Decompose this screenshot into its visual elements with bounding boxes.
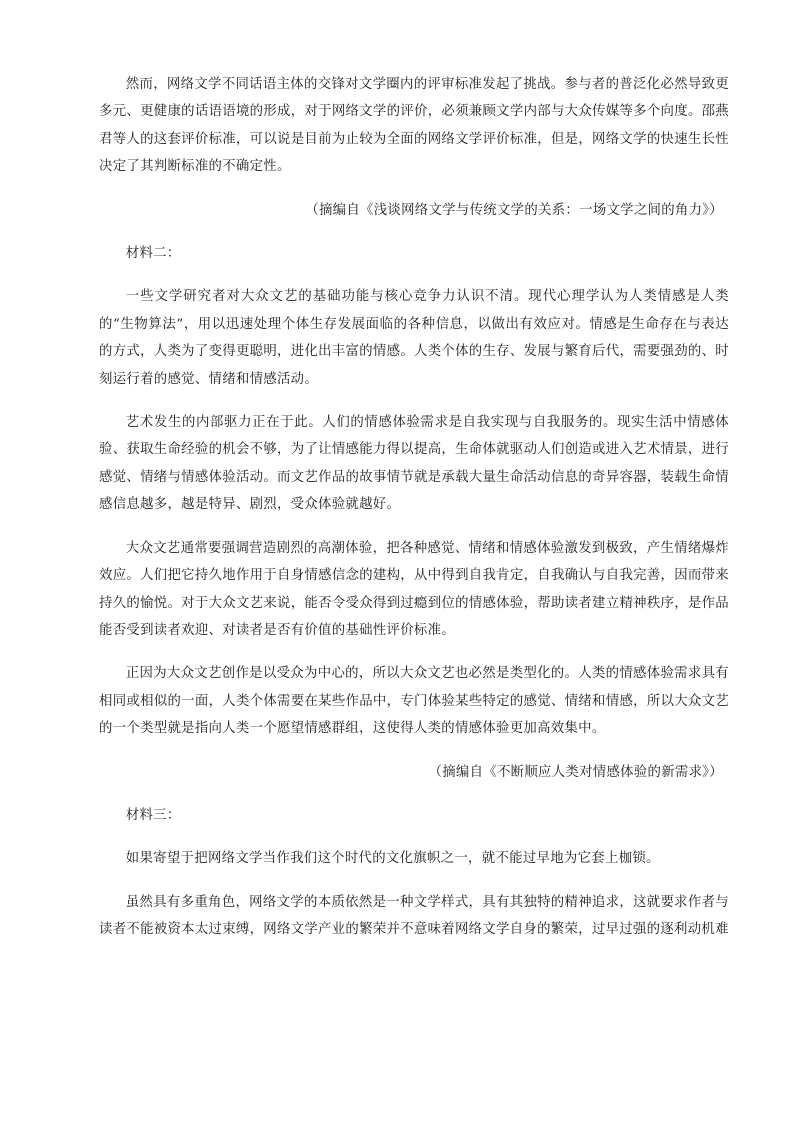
material-two-heading: 材料二： — [125, 246, 181, 262]
source-citation-one: （摘编自《浅谈网络文学与传统文学的关系：一场文学之间的角力》） — [305, 202, 723, 218]
paragraph-material-two-4: 正因为大众文艺创作是以受众为中心的，所以大众文艺也必然是类型化的。人类的情感体验需求具有相同或相似的一面，人类个体需要在某些作品中，专门体验某些特定的感觉、情绪和情感，所以大众文艺的一个类型就是指向人类一个愿望情感群组，这使得人类的情感体验更加高效集中。 — [99, 666, 729, 737]
source-citation-two: （摘编自《不断顺应人类对情感体验的新需求》） — [428, 764, 723, 780]
material-three-heading: 材料三： — [125, 807, 181, 823]
paragraph-material-two-2: 艺术发生的内部驱力正在于此。人们的情感体验需求是自我实现与自我服务的。现实生活中情感体验、获取生命经验的机会不够，为了让情感能力得以提高，生命体就驱动人们创造或进入艺术情景，进行感觉、情绪与情感体验活动。而文艺作品的故事情节就是承载大量生命活动信息的奇异容器，装载生命情感信息越多，越是特异、剧烈，受众体验就越好。 — [99, 415, 729, 513]
paragraph-material-three-1: 如果寄望于把网络文学当作我们这个时代的文化旗帜之一，就不能过早地为它套上枷锁。 — [125, 851, 660, 867]
paragraph-material-two-3: 大众文艺通常要强调营造剧烈的高潮体验，把各种感觉、情绪和情感体验激发到极致，产生情绪爆炸效应。人们把它持久地作用于自身情感信念的建构，从中得到自我肯定，自我确认与自我完善，因而带来持久的愉悦。对于大众文艺来说，能否令受众得到过瘾到位的情感体验，帮助读者建立精神秩序，是作品能否受到读者欢迎、对读者是否有价值的基础性评价标准。 — [99, 540, 729, 638]
paragraph-material-three-2: 虽然具有多重角色，网络文学的本质依然是一种文学样式，具有其独特的精神追求，这就要求作者与读者不能被资本太过束缚，网络文学产业的繁荣并不意味着网络文学自身的繁荣，过早过强的逐利动机难 — [99, 894, 729, 938]
paragraph-material-one-conclusion: 然而，网络文学不同话语主体的交锋对文学圈内的评审标准发起了挑战。参与者的普泛化必然导致更多元、更健康的话语语境的形成，对于网络文学的评价，必须兼顾文学内部与大众传媒等多个向度。邵燕君等人的这套评价标准，可以说是目前为止较为全面的网络文学评价标准，但是，网络文学的快速生长性决定了其判断标准的不确定性。 — [99, 77, 729, 175]
paragraph-material-two-1: 一些文学研究者对大众文艺的基础功能与核心竞争力认识不清。现代心理学认为人类情感是人类的“生物算法”，用以迅速处理个体生存发展面临的各种信息，以做出有效应对。情感是生命存在与表达的方式，人类为了变得更聪明，进化出丰富的情感。人类个体的生存、发展与繁育后代，需要强劲的、时刻运行着的感觉、情绪和情感活动。 — [99, 289, 729, 387]
document-body — [99, 71, 729, 960]
